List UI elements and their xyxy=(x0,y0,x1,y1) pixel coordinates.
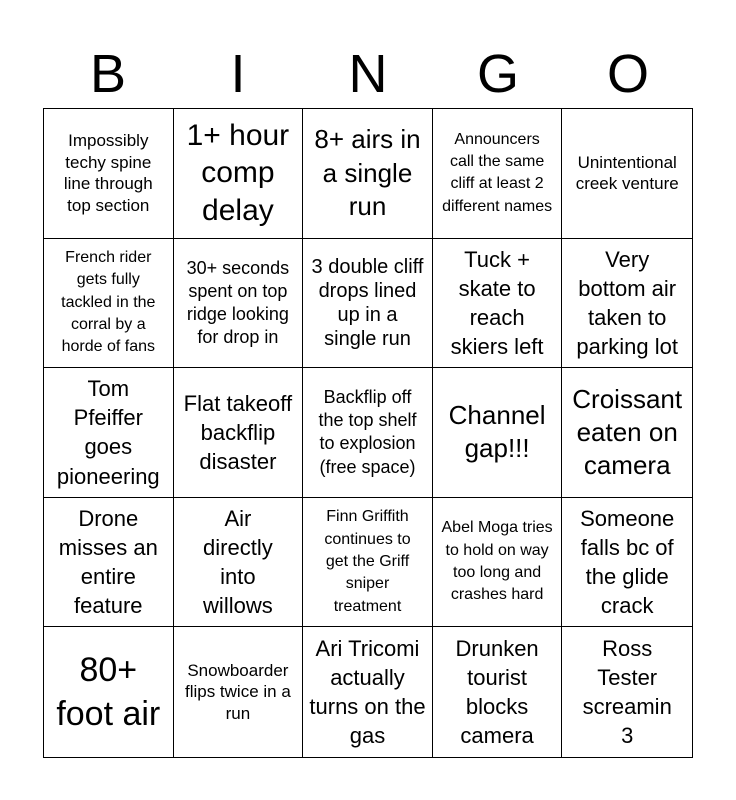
bingo-cell[interactable] xyxy=(174,368,304,498)
cell-text: Very bottom air taken to parking lot xyxy=(576,246,678,359)
cell-text: 80+ foot air xyxy=(56,651,161,734)
cell-text: Tom Pfeiffer goes pioneering xyxy=(56,376,160,489)
bingo-cell[interactable] xyxy=(562,368,692,498)
cell-text: 8+ airs in a single run xyxy=(314,124,421,221)
bingo-cell[interactable] xyxy=(433,627,563,757)
cell-text: Croissant eaten on camera xyxy=(572,383,683,481)
bingo-cell[interactable] xyxy=(303,239,433,369)
header-letter-b: B xyxy=(89,44,127,104)
cell-text: Finn Griffith continues to get the Griff sniper treatment xyxy=(324,508,411,615)
bingo-cell[interactable] xyxy=(303,109,433,239)
cell-text: 30+ seconds spent on top ridge looking for drop in xyxy=(186,257,290,347)
bingo-cell[interactable] xyxy=(174,109,304,239)
cell-text: Tuck + skate to reach skiers left xyxy=(450,246,544,359)
header-letter-g: G xyxy=(476,44,519,104)
cell-text: Someone falls bc of the glide crack xyxy=(580,506,675,619)
bingo-cell[interactable] xyxy=(433,498,563,628)
bingo-cell[interactable] xyxy=(562,109,692,239)
bingo-cell[interactable] xyxy=(44,368,174,498)
bingo-cell[interactable] xyxy=(174,498,304,628)
bingo-cell[interactable] xyxy=(433,368,563,498)
cell-text: Drunken tourist blocks camera xyxy=(455,636,539,749)
bingo-cell[interactable] xyxy=(44,498,174,628)
bingo-cell[interactable] xyxy=(44,239,174,369)
cell-text: Flat takeoff backflip disaster xyxy=(183,390,293,474)
bingo-cell[interactable] xyxy=(433,109,563,239)
bingo-header xyxy=(43,40,693,108)
bingo-cell[interactable] xyxy=(433,239,563,369)
header-letter-n: N xyxy=(348,44,388,104)
bingo-cell[interactable] xyxy=(303,368,433,498)
cell-text: 1+ hour comp delay xyxy=(186,118,290,228)
cell-text: Channel gap!!! xyxy=(448,400,546,464)
bingo-cell[interactable] xyxy=(303,627,433,757)
bingo-cell[interactable] xyxy=(44,627,174,757)
header-letter-o: O xyxy=(606,44,649,104)
cell-text: 3 double cliff drops lined up in a single run xyxy=(311,255,424,350)
cell-text: Announcers call the same cliff at least 2 different names xyxy=(442,130,553,215)
cell-text: French rider gets fully tackled in the corral by a horde of fans xyxy=(61,248,156,356)
bingo-cell[interactable] xyxy=(562,627,692,757)
header-letter-i: I xyxy=(230,44,246,104)
bingo-board xyxy=(43,108,693,758)
cell-text: Impossibly techy spine line through top section xyxy=(63,130,153,216)
cell-text: Snowboarder flips twice in a run xyxy=(184,660,291,724)
bingo-cell[interactable] xyxy=(562,498,692,628)
cell-text: Backflip off the top shelf to explosion (free space) xyxy=(318,387,417,477)
bingo-cell[interactable] xyxy=(303,498,433,628)
cell-text: Unintentional creek venture xyxy=(575,152,679,194)
cell-text: Drone misses an entire feature xyxy=(58,506,158,619)
bingo-cell[interactable] xyxy=(174,239,304,369)
cell-text: Ari Tricomi actually turns on the gas xyxy=(309,636,426,749)
bingo-cell[interactable] xyxy=(44,109,174,239)
cell-text: Air directly into willows xyxy=(203,506,273,619)
bingo-cell[interactable] xyxy=(174,627,304,757)
cell-text: Ross Tester screamin 3 xyxy=(582,636,672,749)
cell-text: Abel Moga tries to hold on way too long and crashes hard xyxy=(441,519,553,604)
bingo-cell[interactable] xyxy=(562,239,692,369)
